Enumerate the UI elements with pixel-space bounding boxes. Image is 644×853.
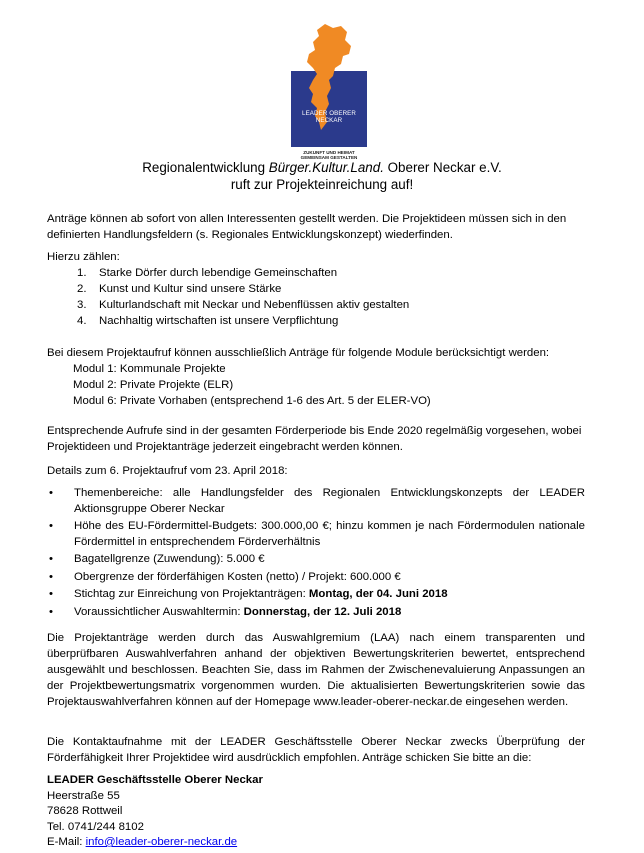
address-phone: Tel. 0741/244 8102 (47, 820, 144, 833)
list-item: • Höhe des EU-Fördermittel-Budgets: 300.000,00 €; hinzu kommen je nach Fördermodulen nationale Fördermittel in entsprechendem Förderverhältnis (49, 520, 585, 548)
email-link[interactable]: info@leader-oberer-neckar.de (85, 836, 238, 848)
list-item: • Bagatellgrenze (Zuwendung): 5.000 € (49, 553, 265, 565)
page-title: Regionalentwicklung Bürger.Kultur.Land. Oberer Neckar e.V. ruft zur Projekteinreichung auf! (142, 160, 502, 192)
fields-label: Hierzu zählen: (47, 251, 120, 263)
list-item: • Themenbereiche: alle Handlungsfelder des Regionalen Entwicklungskonzepts der LEADER Aktionsgruppe Oberer Neckar (49, 487, 585, 515)
module-item: Modul 6: Private Vorhaben (entsprechend 1-6 des Art. 5 der ELER-VO) (73, 395, 431, 407)
list-item: 3. Kulturlandschaft mit Neckar und Nebenflüssen aktiv gestalten (77, 299, 410, 311)
modules-label: Bei diesem Projektaufruf können ausschließlich Anträge für folgende Module berücksichtigt werden: (47, 347, 550, 359)
list-item: 4. Nachhaltig wirtschaften ist unsere Verpflichtung (77, 315, 339, 327)
leader-logo (289, 22, 369, 161)
address-block (47, 773, 263, 851)
address-street: Heerstraße 55 (47, 789, 120, 802)
fields-list (77, 265, 409, 329)
list-item: 1. Starke Dörfer durch lebendige Gemeinschaften (77, 267, 338, 279)
module-item: Modul 2: Private Projekte (ELR) (73, 379, 234, 391)
list-item: • Obergrenze der förderfähigen Kosten (netto) / Projekt: 600.000 € (49, 570, 401, 583)
list-item: • Stichtag zur Einreichung von Projektanträgen: Montag, der 04. Juni 2018 (49, 588, 448, 600)
address-email-row: E-Mail: info@leader-oberer-neckar.de (47, 836, 238, 848)
intro-paragraph: Anträge können ab sofort von allen Interessenten gestellt werden. Die Projektideen müssen sich in den definierten Handlungsfeldern (s. Regionales Entwicklungskonzept) wiederfinden. (47, 213, 567, 241)
modules-list (73, 361, 431, 409)
calls-paragraph: Entsprechende Aufrufe sind in der gesamten Förderperiode bis Ende 2020 regelmäßig vorgesehen, wobei Projektideen und Projektanträge jederzeit eingebracht werden können. (47, 425, 582, 453)
list-item: 2. Kunst und Kultur sind unsere Stärke (77, 283, 282, 295)
contact-paragraph: Die Kontaktaufnahme mit der LEADER Geschäftsstelle Oberer Neckar zwecks Überprüfung der Förderfähigkeit Ihrer Projektidee wird ausdrücklich empfohlen. Anträge schicken Sie bitte an die: (47, 736, 585, 764)
address-city: 78628 Rottweil (47, 805, 123, 817)
logo-box-label: LEADER OBERER NECKAR (302, 110, 356, 124)
details-label: Details zum 6. Projektaufruf vom 23. April 2018: (47, 465, 288, 477)
list-item: • Voraussichtlicher Auswahltermin: Donnerstag, der 12. Juli 2018 (49, 605, 402, 618)
procedure-paragraph: Die Projektanträge werden durch das Auswahlgremium (LAA) nach einem transparenten und überprüfbaren Auswahlverfahren anhand der objektiven Bewertungskriterien bewertet, entsprechend ausgewählt und beschlossen. Beachten Sie, dass im Rahmen der Zwischenevaluierung Anpassungen an der Projektbewertungsmatrix vorgenommen wurden. Die aktualisierten Bewertungskriterien sowie das Projektauswahlverfahren können auf der Homepage www.leader-oberer-neckar.de eingesehen werden. (47, 632, 585, 708)
details-list (47, 486, 585, 622)
logo-tagline: ZUKUNFT UND HEIMAT GEMEINSAM GESTALTEN (300, 150, 358, 161)
module-item: Modul 1: Kommunale Projekte (73, 363, 226, 375)
address-name: LEADER Geschäftsstelle Oberer Neckar (47, 774, 263, 786)
